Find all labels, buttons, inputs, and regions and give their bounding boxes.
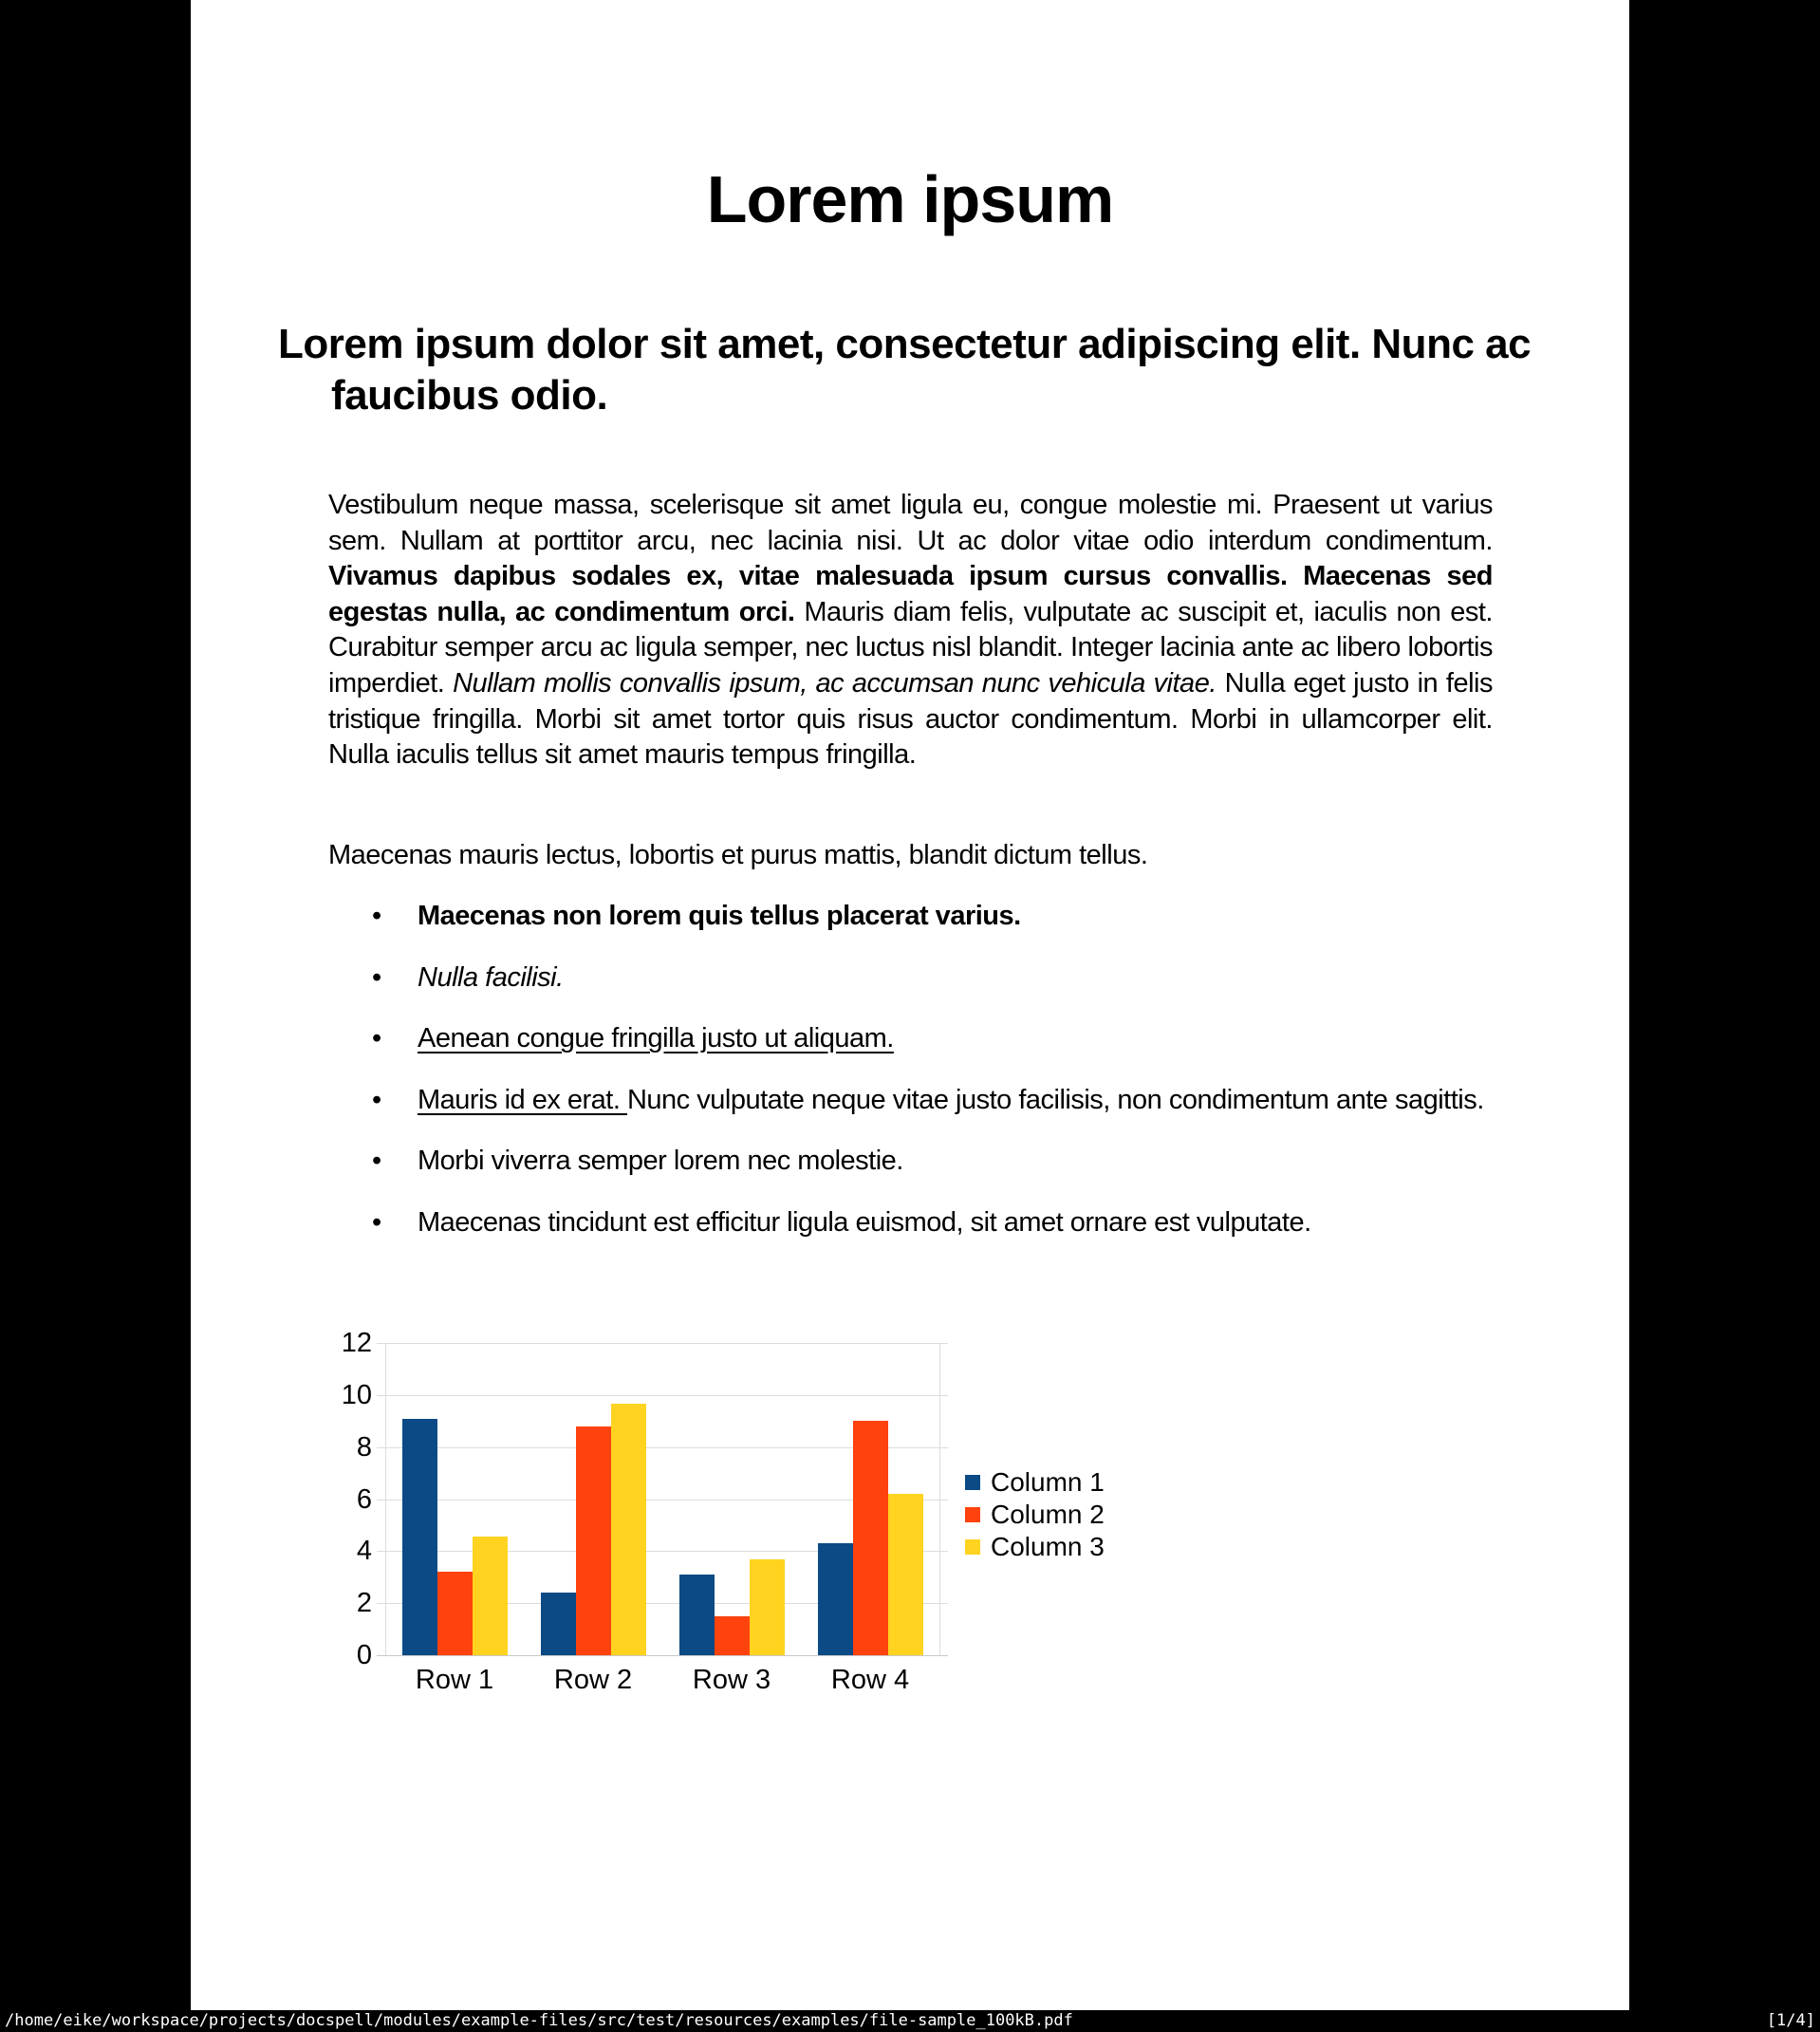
paragraph-2: Maecenas mauris lectus, lobortis et purus mattis, blandit dictum tellus. [328, 840, 1148, 870]
bar [437, 1572, 473, 1655]
legend-swatch [965, 1475, 980, 1490]
statusbar-page-indicator: [1/4] [1766, 2011, 1815, 2030]
x-axis-category-label: Row 4 [830, 1665, 910, 1695]
x-axis-line [377, 1655, 948, 1656]
list-item [328, 960, 1552, 997]
legend-item [965, 1499, 1105, 1531]
legend-label: Column 2 [991, 1500, 1105, 1529]
paragraph-1-segment-italic: Nullam mollis convallis ipsum, ac accumsan nunc vehicula vitae. [453, 667, 1216, 699]
list-item [328, 1021, 1552, 1057]
y-axis-tick-label: 10 [341, 1379, 372, 1410]
list-item [328, 1083, 1552, 1119]
bar [576, 1426, 611, 1655]
x-axis-category-label: Row 1 [415, 1665, 494, 1695]
legend-item [965, 1531, 1105, 1563]
bar [853, 1421, 888, 1655]
bar [679, 1575, 715, 1655]
list-item-text: Mauris id ex erat. [418, 1084, 627, 1115]
bar [888, 1494, 923, 1655]
list-item-text: Maecenas tincidunt est efficitur ligula euismod, sit amet ornare est vulputate. [418, 1206, 1311, 1238]
list-item [328, 1205, 1552, 1241]
paragraph-1-segment: Nulla eget justo in felis tristique fringilla. Morbi sit amet tortor quis risus auctor condimentum. Morbi in ullamcorper elit. Nulla iaculis tellus sit amet mauris tempus fringilla. [328, 667, 1493, 771]
gridline [377, 1343, 948, 1344]
document-heading: Lorem ipsum dolor sit amet, consectetur adipiscing elit. Nunc ac faucibus odio. [278, 321, 1532, 419]
legend-swatch [965, 1507, 980, 1522]
bullet-list [328, 899, 1552, 1267]
paragraph-1 [328, 488, 1493, 774]
y-axis-tick-label: 6 [356, 1483, 372, 1515]
bar [402, 1419, 437, 1655]
y-axis-tick-label: 2 [356, 1588, 372, 1619]
bar [611, 1404, 646, 1655]
x-axis-category-label: Row 3 [692, 1665, 771, 1695]
list-item [328, 899, 1552, 935]
list-item-text: Aenean congue fringilla justo ut aliquam. [418, 1023, 894, 1054]
bar [541, 1593, 576, 1655]
legend-label: Column 3 [991, 1532, 1105, 1561]
bar [750, 1559, 785, 1655]
list-item-text: Maecenas non lorem quis tellus placerat varius. [418, 901, 1021, 931]
paragraph-1-segment: Vestibulum neque massa, scelerisque sit amet ligula eu, congue molestie mi. Praesent ut varius sem. Nullam at porttitor arcu, nec lacinia nisi. Ut ac dolor vitae odio interdum condimentum. [328, 490, 1493, 556]
bar [715, 1616, 750, 1655]
legend-swatch [965, 1539, 980, 1555]
y-axis-tick-label: 12 [341, 1328, 372, 1358]
paragraph-1-segment: Mauris diam felis, vulputate ac suscipit et, iaculis non est. Curabitur semper arcu ac ligula semper, nec luctus nisl blandit. Integer lacinia ante ac libero lobortis imperdiet. [328, 596, 1493, 699]
document-title: Lorem ipsum [706, 162, 1114, 236]
y-axis-tick-label: 4 [356, 1536, 372, 1567]
legend-item [965, 1466, 1105, 1499]
statusbar [0, 2010, 1820, 2032]
list-item-text: Nulla facilisi. [418, 961, 564, 993]
plot-border-right [939, 1343, 940, 1655]
bar-chart [328, 1324, 1382, 1715]
list-item-text: Nunc vulputate neque vitae justo facilisis, non condimentum ante sagittis. [626, 1084, 1484, 1115]
y-axis-tick-label: 0 [356, 1640, 372, 1670]
document-page[interactable] [191, 0, 1629, 2010]
paragraph-1-segment-bold: Vivamus dapibus sodales ex, vitae malesuada ipsum cursus convallis. Maecenas sed egestas nulla, ac condimentum orci. [328, 561, 1493, 627]
statusbar-file-path: /home/eike/workspace/projects/docspell/modules/example-files/src/test/resources/examples/file-sample_100kB.pdf [5, 2011, 1073, 2030]
y-axis-tick-label: 8 [356, 1431, 372, 1463]
bar [473, 1537, 508, 1655]
bar [818, 1543, 853, 1655]
x-axis-category-label: Row 2 [553, 1665, 633, 1695]
gridline [377, 1395, 948, 1396]
list-item-text: Morbi viverra semper lorem nec molestie. [418, 1146, 903, 1177]
legend-label: Column 1 [991, 1467, 1105, 1497]
plot-border-left [385, 1343, 386, 1655]
list-item [328, 1144, 1552, 1180]
